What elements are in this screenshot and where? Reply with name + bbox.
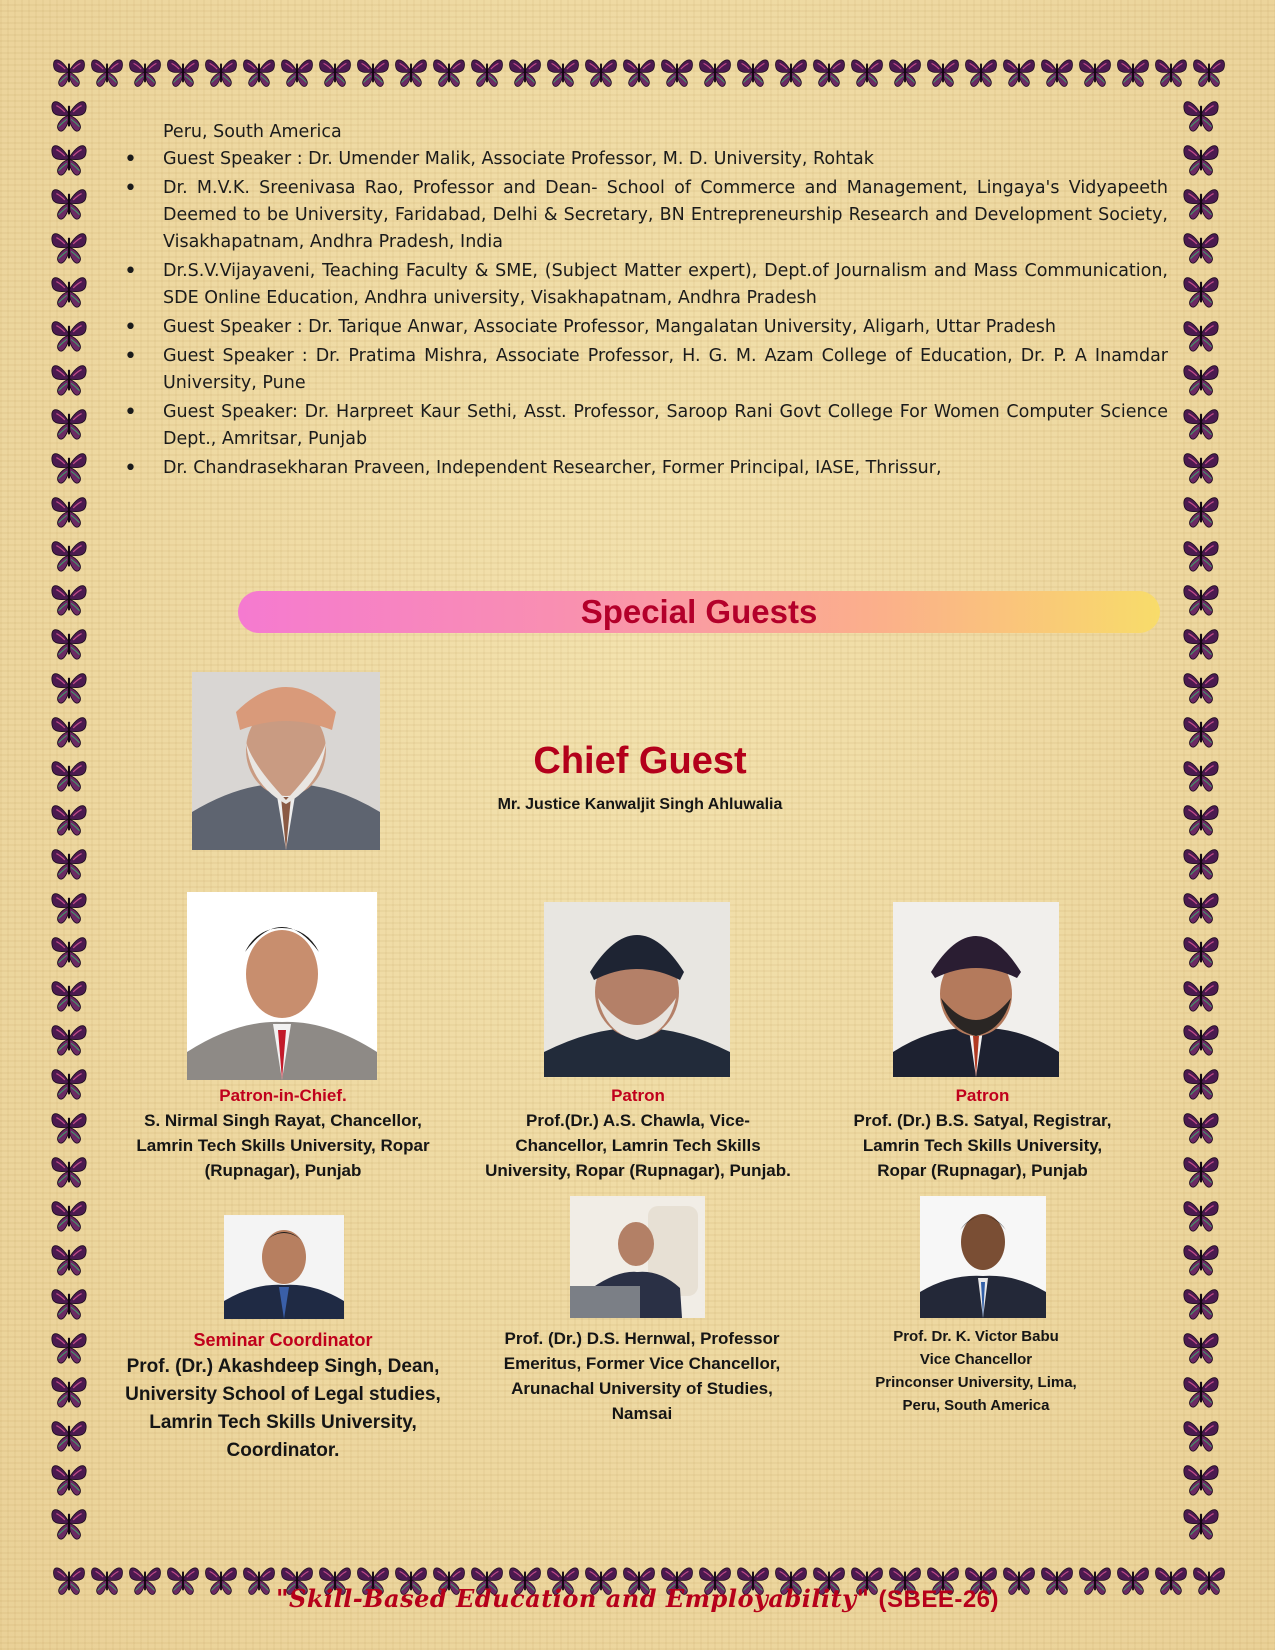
butterfly-icon bbox=[48, 400, 90, 444]
butterfly-icon bbox=[1180, 356, 1222, 400]
person-portrait-icon bbox=[920, 1196, 1046, 1318]
butterfly-icon bbox=[202, 52, 240, 90]
guest-detail-line: Prof. Dr. K. Victor Babu bbox=[893, 1328, 1059, 1345]
guest-detail-line: Vice Chancellor bbox=[919, 1351, 1033, 1368]
guest-detail-line: University, Ropar (Rupnagar), Punjab. bbox=[485, 1161, 791, 1180]
butterfly-icon bbox=[1180, 1104, 1222, 1148]
speaker-item: • Dr.S.V.Vijayaveni, Teaching Faculty & SME, (Subject Matter expert), Dept.of Journalism and Mass Communication, SDE Online Education, Andhra university, Visakhapatnam, Andhra Pradesh bbox=[118, 258, 1168, 312]
patron-in-chief-photo bbox=[187, 892, 377, 1080]
butterfly-icon bbox=[48, 664, 90, 708]
chief-guest-photo bbox=[192, 672, 380, 850]
butterfly-icon bbox=[1180, 224, 1222, 268]
butterfly-icon bbox=[1180, 312, 1222, 356]
butterfly-icon bbox=[1180, 400, 1222, 444]
butterfly-icon bbox=[1180, 1280, 1222, 1324]
butterfly-icon bbox=[1076, 52, 1114, 90]
butterfly-icon bbox=[48, 1456, 90, 1500]
footer-title bbox=[0, 1584, 1275, 1614]
butterfly-icon bbox=[48, 1412, 90, 1456]
butterfly-icon bbox=[1180, 752, 1222, 796]
guest-detail-line: University School of Legal studies, bbox=[125, 1384, 441, 1405]
butterfly-border-right bbox=[1180, 92, 1224, 1560]
butterfly-icon bbox=[48, 312, 90, 356]
guest-detail-line: Ropar (Rupnagar), Punjab bbox=[877, 1161, 1088, 1180]
guest-detail-line: Lamrin Tech Skills University, bbox=[862, 1136, 1103, 1155]
butterfly-icon bbox=[48, 180, 90, 224]
victor-babu-photo bbox=[920, 1196, 1046, 1318]
role-label: Seminar Coordinator bbox=[193, 1330, 373, 1350]
butterfly-icon bbox=[48, 356, 90, 400]
butterfly-icon bbox=[1152, 52, 1190, 90]
person-portrait-icon bbox=[224, 1215, 344, 1319]
role-label: Patron-in-Chief. bbox=[219, 1086, 347, 1105]
guest-detail-line: Namsai bbox=[611, 1404, 673, 1423]
speaker-list-section bbox=[118, 118, 1168, 484]
butterfly-icon bbox=[1180, 1500, 1222, 1544]
butterfly-icon bbox=[392, 52, 430, 90]
butterfly-icon bbox=[544, 52, 582, 90]
butterfly-icon bbox=[1180, 1324, 1222, 1368]
butterfly-icon bbox=[1038, 52, 1076, 90]
butterfly-icon bbox=[1180, 1368, 1222, 1412]
butterfly-icon bbox=[696, 52, 734, 90]
patron-in-chief-card bbox=[118, 1084, 448, 1183]
butterfly-icon bbox=[1114, 52, 1152, 90]
patron-card bbox=[830, 1084, 1135, 1183]
butterfly-icon bbox=[1180, 1016, 1222, 1060]
butterfly-icon bbox=[354, 52, 392, 90]
chief-guest-title: Chief Guest bbox=[533, 740, 747, 782]
butterfly-icon bbox=[278, 52, 316, 90]
butterfly-icon bbox=[1180, 1236, 1222, 1280]
butterfly-border-left bbox=[48, 92, 92, 1560]
butterfly-icon bbox=[924, 52, 962, 90]
butterfly-icon bbox=[1180, 1412, 1222, 1456]
speaker-list bbox=[118, 146, 1168, 482]
butterfly-icon bbox=[48, 1280, 90, 1324]
butterfly-icon bbox=[886, 52, 924, 90]
butterfly-icon bbox=[48, 620, 90, 664]
butterfly-icon bbox=[1000, 52, 1038, 90]
hernwal-photo bbox=[570, 1196, 705, 1318]
person-portrait-icon bbox=[192, 672, 380, 850]
butterfly-icon bbox=[962, 52, 1000, 90]
butterfly-icon bbox=[1180, 928, 1222, 972]
butterfly-icon bbox=[48, 1104, 90, 1148]
butterfly-icon bbox=[48, 92, 90, 136]
butterfly-icon bbox=[1180, 444, 1222, 488]
butterfly-icon bbox=[48, 1192, 90, 1236]
patron-chawla-photo bbox=[544, 902, 730, 1077]
butterfly-icon bbox=[1180, 532, 1222, 576]
patron-card bbox=[468, 1084, 808, 1183]
speaker-item: • Dr. Chandrasekharan Praveen, Independent Researcher, Former Principal, IASE, Thrissur, bbox=[118, 455, 1168, 482]
butterfly-icon bbox=[48, 224, 90, 268]
special-guests-banner bbox=[238, 591, 1160, 633]
butterfly-icon bbox=[582, 52, 620, 90]
butterfly-icon bbox=[1190, 52, 1225, 90]
butterfly-icon bbox=[1180, 1148, 1222, 1192]
butterfly-icon bbox=[658, 52, 696, 90]
person-portrait-icon bbox=[570, 1196, 705, 1318]
butterfly-icon bbox=[1180, 884, 1222, 928]
butterfly-icon bbox=[48, 884, 90, 928]
guest-detail-line: Lamrin Tech Skills University, Ropar bbox=[136, 1136, 430, 1155]
butterfly-icon bbox=[1180, 796, 1222, 840]
speaker-list-continuation: Peru, South America bbox=[163, 122, 342, 142]
footer-seminar-title: "Skill-Based Education and Employability" bbox=[275, 1584, 870, 1613]
butterfly-icon bbox=[48, 796, 90, 840]
butterfly-icon bbox=[48, 444, 90, 488]
butterfly-icon bbox=[48, 488, 90, 532]
butterfly-icon bbox=[48, 1016, 90, 1060]
hernwal-card bbox=[478, 1326, 806, 1426]
butterfly-icon bbox=[48, 752, 90, 796]
guest-detail-line: Emeritus, Former Vice Chancellor, bbox=[503, 1354, 781, 1373]
butterfly-icon bbox=[1180, 180, 1222, 224]
guest-detail-line: (Rupnagar), Punjab bbox=[204, 1161, 362, 1180]
butterfly-icon bbox=[48, 136, 90, 180]
butterfly-icon bbox=[48, 972, 90, 1016]
butterfly-icon bbox=[48, 268, 90, 312]
patron-satyal-photo bbox=[893, 902, 1059, 1077]
victor-babu-card bbox=[848, 1325, 1104, 1417]
guest-detail-line: Prof. (Dr.) Akashdeep Singh, Dean, bbox=[126, 1356, 440, 1377]
butterfly-icon bbox=[316, 52, 354, 90]
butterfly-border-top bbox=[50, 52, 1225, 90]
butterfly-icon bbox=[48, 1324, 90, 1368]
butterfly-icon bbox=[772, 52, 810, 90]
chief-guest-name: Mr. Justice Kanwaljit Singh Ahluwalia bbox=[497, 796, 783, 813]
butterfly-icon bbox=[1180, 1456, 1222, 1500]
seminar-coordinator-card bbox=[108, 1327, 458, 1465]
butterfly-icon bbox=[126, 52, 164, 90]
butterfly-icon bbox=[48, 1060, 90, 1104]
butterfly-icon bbox=[1180, 708, 1222, 752]
butterfly-icon bbox=[468, 52, 506, 90]
butterfly-icon bbox=[848, 52, 886, 90]
butterfly-icon bbox=[50, 52, 88, 90]
butterfly-icon bbox=[506, 52, 544, 90]
butterfly-icon bbox=[48, 1148, 90, 1192]
guest-detail-line: Prof. (Dr.) D.S. Hernwal, Professor bbox=[504, 1329, 780, 1348]
guest-detail-line: Peru, South America bbox=[902, 1397, 1050, 1414]
seminar-coordinator-photo bbox=[224, 1215, 344, 1319]
butterfly-icon bbox=[48, 1236, 90, 1280]
butterfly-icon bbox=[430, 52, 468, 90]
speaker-item: • Guest Speaker : Dr. Tarique Anwar, Associate Professor, Mangalatan University, Aligarh, Uttar Pradesh bbox=[118, 314, 1168, 341]
speaker-item: • Guest Speaker : Dr. Umender Malik, Associate Professor, M. D. University, Rohtak bbox=[118, 146, 1168, 173]
person-portrait-icon bbox=[544, 902, 730, 1077]
butterfly-icon bbox=[1180, 136, 1222, 180]
butterfly-icon bbox=[620, 52, 658, 90]
butterfly-icon bbox=[1180, 268, 1222, 312]
role-label: Patron bbox=[955, 1086, 1010, 1105]
butterfly-icon bbox=[1180, 1192, 1222, 1236]
footer-seminar-code: (SBEE-26) bbox=[878, 1586, 1000, 1613]
butterfly-icon bbox=[48, 928, 90, 972]
butterfly-icon bbox=[1180, 1060, 1222, 1104]
guest-detail-line: Arunachal University of Studies, bbox=[511, 1379, 773, 1398]
butterfly-icon bbox=[1180, 576, 1222, 620]
speaker-item: • Dr. M.V.K. Sreenivasa Rao, Professor and Dean- School of Commerce and Management, Lingaya's Vidyapeeth Deemed to be University, Faridabad, Delhi & Secretary, BN Entrepreneurship Research and Development Society, Visakhapatnam, Andhra Pradesh, India bbox=[118, 175, 1168, 256]
speaker-item: • Guest Speaker : Dr. Pratima Mishra, Associate Professor, H. G. M. Azam College of Education, Dr. P. A Inamdar University, Pune bbox=[118, 343, 1168, 397]
special-guests-heading: Special Guests bbox=[580, 593, 818, 630]
person-portrait-icon bbox=[893, 902, 1059, 1077]
speaker-item: • Guest Speaker: Dr. Harpreet Kaur Sethi, Asst. Professor, Saroop Rani Govt College For Women Computer Science Dept., Amritsar, Punjab bbox=[118, 399, 1168, 453]
butterfly-icon bbox=[48, 1368, 90, 1412]
butterfly-icon bbox=[1180, 620, 1222, 664]
person-portrait-icon bbox=[187, 892, 377, 1080]
guest-detail-line: Coordinator. bbox=[226, 1440, 340, 1461]
butterfly-icon bbox=[1180, 92, 1222, 136]
butterfly-icon bbox=[48, 1500, 90, 1544]
guest-detail-line: Chancellor, Lamrin Tech Skills bbox=[515, 1136, 761, 1155]
butterfly-icon bbox=[48, 840, 90, 884]
butterfly-icon bbox=[1180, 972, 1222, 1016]
butterfly-icon bbox=[88, 52, 126, 90]
butterfly-icon bbox=[1180, 488, 1222, 532]
butterfly-icon bbox=[48, 708, 90, 752]
butterfly-icon bbox=[1180, 664, 1222, 708]
butterfly-icon bbox=[48, 532, 90, 576]
butterfly-icon bbox=[48, 576, 90, 620]
butterfly-icon bbox=[810, 52, 848, 90]
butterfly-icon bbox=[1180, 840, 1222, 884]
role-label: Patron bbox=[611, 1086, 665, 1105]
guest-detail-line: Princonser University, Lima, bbox=[875, 1374, 1077, 1391]
guest-detail-line: S. Nirmal Singh Rayat, Chancellor, bbox=[144, 1111, 422, 1130]
guest-detail-line: Prof. (Dr.) B.S. Satyal, Registrar, bbox=[853, 1111, 1112, 1130]
butterfly-icon bbox=[734, 52, 772, 90]
guest-detail-line: Prof.(Dr.) A.S. Chawla, Vice- bbox=[526, 1111, 750, 1130]
butterfly-icon bbox=[164, 52, 202, 90]
guest-detail-line: Lamrin Tech Skills University, bbox=[149, 1412, 417, 1433]
butterfly-icon bbox=[240, 52, 278, 90]
